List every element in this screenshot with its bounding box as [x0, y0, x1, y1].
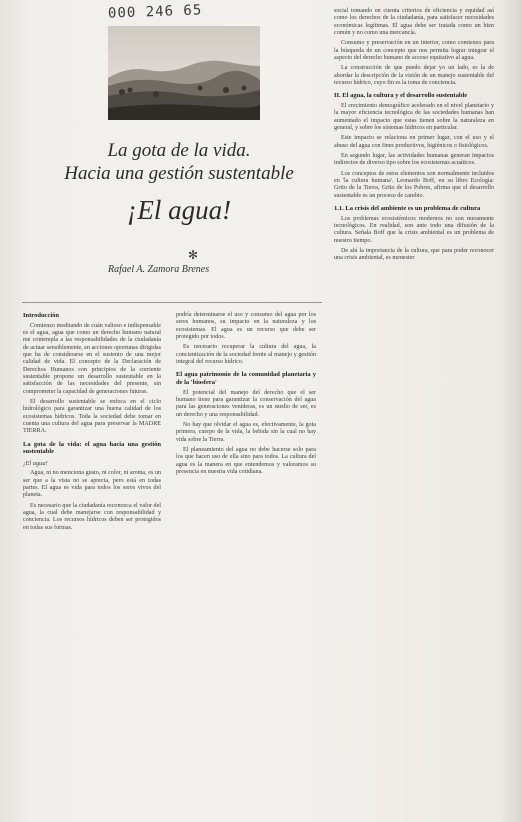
section-heading: II. El agua, la cultura y el desarrollo sustentable [334, 92, 468, 100]
divider-rule [22, 302, 322, 303]
paragraph: podría determinarse el uso y consumo del agua por los seres humanos, su impacto en la naturaleza y los ecosistemas. El agua es un recurso que debe ser protegido por todos. [176, 312, 316, 341]
ornament-icon: ✻ [188, 248, 199, 262]
paragraph: Los conceptos de estos elementos son normalmente incluidos en 'la cultura humana'. Leonardo Boff, en su libro Ecología: Grito de la Tierra, Grito de los Pobres, afirma que el desarrollo sustentable es un proceso de cambio. [334, 170, 494, 199]
left-column [23, 312, 161, 535]
right-column [334, 8, 494, 266]
author-byline: Rafael A. Zamora Brenes [108, 264, 210, 275]
paragraph: Consumo y preservación en un interior, como comienzo para la búsqueda de un concepto que nos permita lograr integrar el aspecto del derecho humano de acceso equitativo al agua. [334, 40, 494, 62]
paragraph: El crecimiento demográfico acelerado en el nivel planetario y la mayor eficiencia tecnológica de las sociedades humanas han aumentado el impacto que estas tienen sobre la naturaleza en general, y sobre los sistemas hídricos en particular. [334, 103, 494, 132]
intro-heading: Introducción [23, 312, 59, 319]
paragraph: El planeamiento del agua no debe hacerse solo para los que hacen uso de ella sino para todos. La cultura del agua es la manera en que entendemos y valoramos su presencia en nuestra vida cotidiana. [176, 447, 316, 476]
section-heading: El agua patrimonio de la comunidad planetaria y de la 'biosfera' [176, 371, 316, 386]
paragraph: El desarrollo sustentable se enfoca en el ciclo hidrológico para garantizar una buena calidad de los ecosistemas hídricos. Toda la sociedad debe tomar en cuenta una cultura del agua para preservar la MADRE TIERRA. [23, 399, 161, 435]
landscape-photo [108, 26, 260, 120]
paragraph: Es necesario que la ciudadanía reconozca el valor del agua, la cual debe manejarse con responsabilidad y conciencia. Los recursos hídricos deben ser protegidos en todas sus formas. [23, 502, 161, 531]
title-line-1: La gota de la vida. [107, 140, 251, 161]
paragraph: social tomando en cuenta criterios de eficiencia y equidad así como los derechos de la ciudadanía, para satisfacer necesidades económicas legítimas. El agua debe ser tratada como un bien común y no como una mercancía. [334, 8, 494, 37]
section-heading: 1.1. La crisis del ambiente es un problema de cultura [334, 205, 481, 213]
paragraph: Este impacto se relaciona en primer lugar, con el uso y el abuso del agua con fines productivos, higiénicos o fisiológicos. [334, 135, 494, 149]
paragraph: La construcción de que puedo dejar yo un lado, es la de abordar la descripción de la visión de un manejo sustentable del recurso hídrico, cuyo fin es la toma de conciencia. [334, 65, 494, 87]
paragraph: Comienzo meditando de cuán valioso e indispensable es el agua, agua que como un derecho humano natural me contempla a las responsabilidades de la ciudadanía de actuar sensiblemente, en acciones oportunas dirigidas que ha de considerarse en el sustento de una mejor calidad de vida. El concepto de la Declaración de Derechos Humanos con principios de la corriente sustentable propone un desarrollo sustentable en la satisfacción de las necesidades del presente, sin comprometer la capacidad de generaciones futuras. [23, 322, 161, 395]
paragraph: No hay que olvidar el agua es, efectivamente, la gota primera, cuerpo de la vida, la bebida sin la cual no hay vida sobre la Tierra. [176, 421, 316, 443]
subheading: ¡El agua! [23, 459, 48, 467]
paragraph: Los problemas ecosistémicos modernos no son meramente tecnológicos. En realidad, son ante todo una difusión de la cultura. Señala Boff que la crisis ambiental es un problema de nuestro tiempo. [334, 215, 494, 244]
paragraph: De ahí la importancia de la cultura, que para poder reconocer una crisis ambiental, es menester [334, 248, 494, 262]
article-title [40, 140, 318, 227]
paragraph: Es necesario recuperar la cultura del agua, la concientización de la sociedad frente al manejo y gestión integral del recurso hídrico. [176, 344, 316, 366]
paragraph: En segundo lugar, las actividades humanas generan impactos indirectos de diverso tipo sobre los ecosistemas acuáticos. [334, 153, 494, 167]
paragraph: Agua, ni no menciona gusto, ni color, ni aroma, es un ser que a la vista no se aprecia, pero está en todas partes. El agua es vida para todos los seres vivos del planeta. [23, 470, 161, 499]
section-heading: La gota de la vida: el agua hacia una gestión sustentable [23, 440, 161, 456]
middle-column [176, 312, 316, 479]
title-line-3: ¡El agua! [126, 195, 232, 225]
paragraph: El potencial del manejo del derecho que el ser humano tiene para garantizar la conservación del agua para las generaciones venideras, es un medio de ser, es un derecho y una responsabilidad. [176, 389, 316, 418]
handwritten-code: 000 246 65 [107, 2, 203, 22]
page-edge-shadow [499, 0, 521, 822]
title-line-2: Hacia una gestión sustentable [64, 163, 294, 184]
